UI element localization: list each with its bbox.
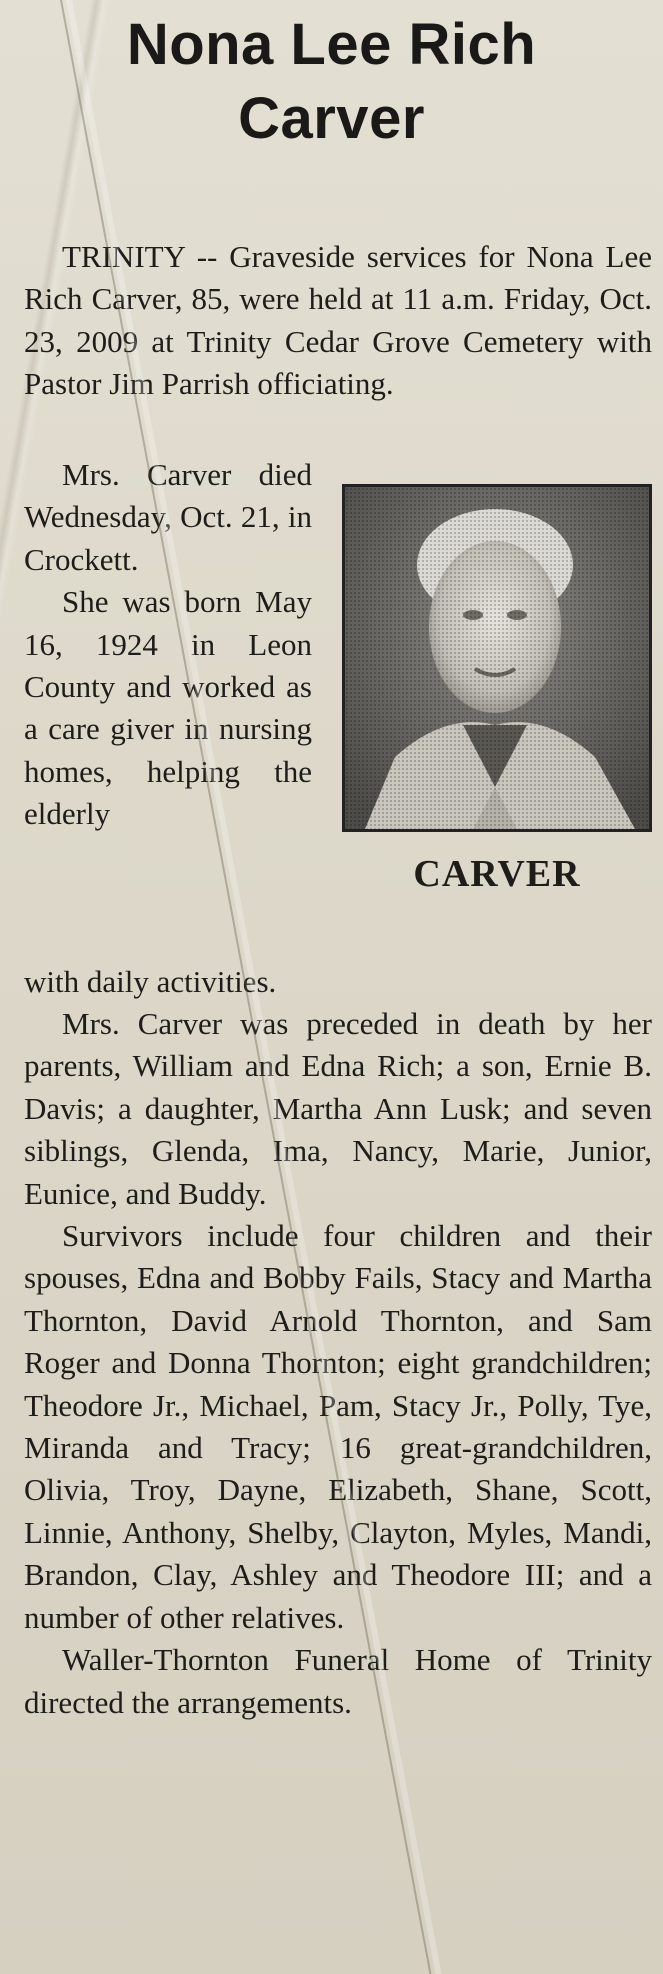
photo-caption: CARVER (413, 853, 581, 895)
paragraph-arrangements: Waller-Thornton Funeral Home of Trinity directed the arrangements. (24, 1642, 652, 1720)
obituary-headline (0, 8, 663, 156)
article-left-column (24, 454, 312, 836)
portrait-photo (342, 484, 652, 832)
article-body (24, 1003, 652, 1724)
portrait-image (345, 487, 649, 829)
paragraph-services: TRINITY -- Graveside services for Nona Lee Rich Carver, 85, were held at 11 a.m. Friday, Oct. 23, 2009 at Trinity Cedar Grove Cemetery with Pastor Jim Parrish officiating. (24, 239, 652, 402)
paragraph-birth-tail: with daily activities. (24, 964, 277, 999)
paragraph-survivors: Survivors include four children and their spouses, Edna and Bobby Fails, Stacy and Martha Thornton, David Arnold Thornton, and Sam Roger and Donna Thornton; eight grandchildren; Theodore Jr., Michael, Pam, Stacy Jr., Polly, Tye, Miranda and Tracy; 16 great-grandchildren, Olivia, Troy, Dayne, Elizabeth, Shane, Scott, Linnie, Anthony, Shelby, Clayton, Myles, Mandi, Brandon, Clay, Ashley and Theodore III; and a number of other relatives. (24, 1218, 652, 1635)
paragraph-death: Mrs. Carver died Wednesday, Oct. 21, in Crockett. (24, 457, 312, 577)
article-intro (24, 236, 652, 406)
headline-line-2: Carver (238, 86, 425, 151)
paragraph-preceded: Mrs. Carver was preceded in death by her parents, William and Edna Rich; a son, Ernie B. Davis; a daughter, Martha Ann Lusk; and seven siblings, Glenda, Ima, Nancy, Marie, Junior, Eunice, and Buddy. (24, 1006, 652, 1211)
headline-line-1: Nona Lee Rich (126, 12, 537, 77)
paragraph-birth: She was born May 16, 1924 in Leon County and worked as a care giver in nursing homes, helping the elderly (24, 584, 312, 832)
